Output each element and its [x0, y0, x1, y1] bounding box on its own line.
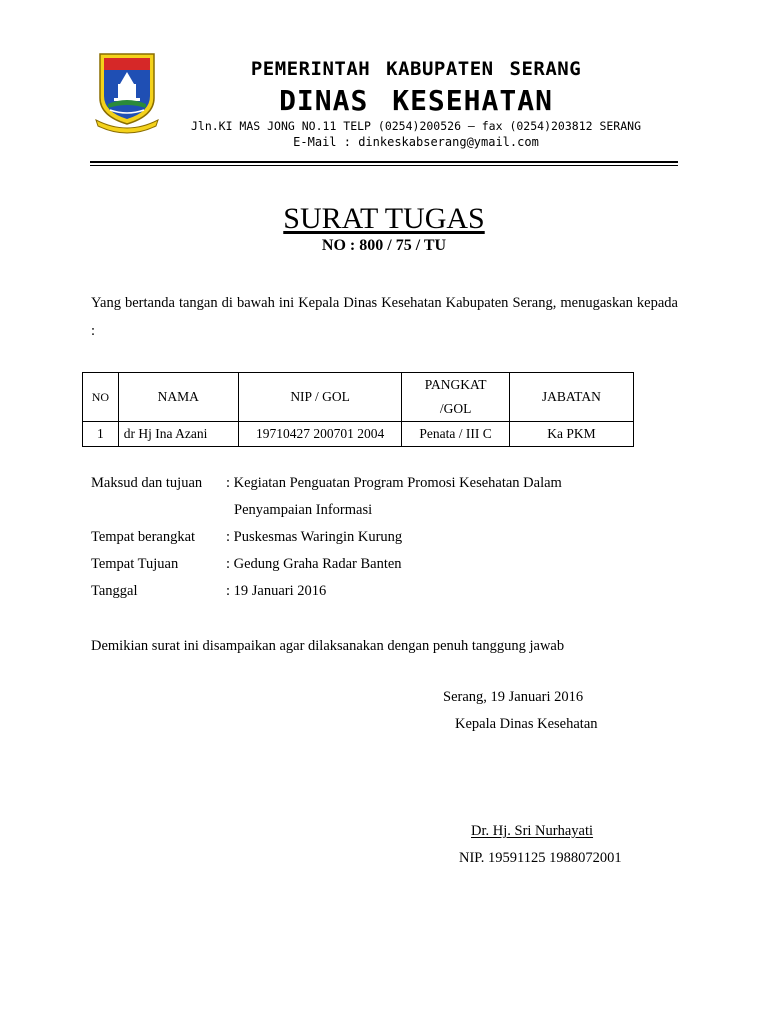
signature-nip: NIP. 19591125 1988072001	[459, 850, 622, 866]
detail-tujuan-value: : Gedung Graha Radar Banten	[226, 556, 402, 572]
header-jabatan: JABATAN	[509, 373, 633, 422]
letterhead-rule-thin	[90, 165, 678, 166]
letterhead-agency: DINAS KESEHATAN	[279, 84, 553, 117]
signature-place-date: Serang, 19 Januari 2016	[443, 689, 584, 705]
header-pangkat	[402, 373, 509, 422]
table-header-row	[83, 373, 634, 422]
letterhead-government: PEMERINTAH KABUPATEN SERANG	[250, 58, 582, 80]
detail-berangkat-value: : Puskesmas Waringin Kurung	[226, 529, 403, 545]
intro-paragraph: Yang bertanda tangan di bawah ini Kepala Dinas Kesehatan Kabupaten Serang, menugaskan kepada :	[91, 295, 678, 339]
header-pangkat-line1: PANGKAT	[424, 377, 487, 392]
detail-maksud-label: Maksud dan tujuan	[91, 475, 203, 491]
detail-tanggal-value: : 19 Januari 2016	[226, 583, 327, 599]
header-nip: NIP / GOL	[238, 373, 402, 422]
detail-maksud-value-2: Penyampaian Informasi	[234, 502, 373, 518]
letterhead-email: E-Mail : dinkeskabserang@ymail.com	[293, 135, 539, 149]
header-nama: NAMA	[118, 373, 238, 422]
detail-maksud-value-1: : Kegiatan Penguatan Program Promosi Kesehatan Dalam	[226, 475, 562, 491]
table-row	[83, 422, 634, 447]
cell-nip: 19710427 200701 2004	[238, 422, 402, 447]
detail-tujuan-label: Tempat Tujuan	[91, 556, 179, 572]
letterhead-rule-thick	[90, 161, 678, 163]
header-pangkat-line2: /GOL	[439, 401, 472, 416]
assignment-table	[82, 372, 634, 447]
letterhead-address: Jln.KI MAS JONG NO.11 TELP (0254)200526 – fax (0254)203812 SERANG	[190, 119, 642, 133]
closing-sentence: Demikian surat ini disampaikan agar dilaksanakan dengan penuh tanggung jawab	[91, 638, 565, 654]
document-title: SURAT TUGAS	[283, 202, 485, 235]
detail-tanggal-label: Tanggal	[91, 583, 138, 599]
cell-jabatan: Ka PKM	[509, 422, 633, 447]
signature-name: Dr. Hj. Sri Nurhayati	[471, 823, 594, 839]
document-number: NO : 800 / 75 / TU	[321, 237, 447, 254]
cell-no: 1	[83, 422, 119, 447]
header-no: NO	[83, 373, 119, 422]
cell-nama: dr Hj Ina Azani	[118, 422, 238, 447]
cell-pangkat: Penata / III C	[402, 422, 509, 447]
signature-position: Kepala Dinas Kesehatan	[455, 716, 598, 732]
detail-berangkat-label: Tempat berangkat	[91, 529, 196, 545]
